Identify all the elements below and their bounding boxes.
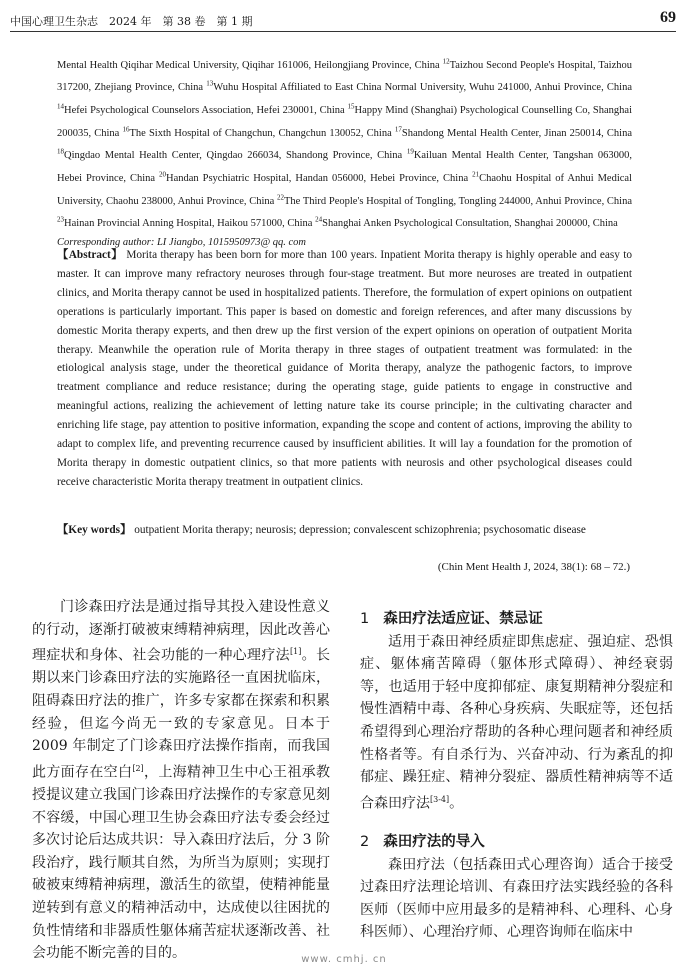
affiliation-text: Shanghai Anken Psychological Consultation, Shanghai 200000, China xyxy=(322,218,618,230)
right-column xyxy=(360,608,673,944)
affiliation-number: 12 xyxy=(442,57,450,65)
affiliation-number: 18 xyxy=(57,147,64,156)
affiliation-text: Happy Mind (Shanghai) Psychological Counselling Co, Shanghai 200035, China xyxy=(57,104,632,139)
ref-3-4: [3-4] xyxy=(430,794,450,804)
affiliation-number: 21 xyxy=(472,170,480,179)
affiliation-number: 23 xyxy=(57,215,64,224)
affiliation-text: The Sixth Hospital of Changchun, Changchun 130052, China xyxy=(129,127,395,139)
section-1-end: 。 xyxy=(449,795,464,812)
citation: (Chin Ment Health J, 2024, 38(1): 68 – 72.) xyxy=(437,561,630,573)
affiliation-text: Qingdao Mental Health Center, Qingdao 266034, Shandong Province, China xyxy=(64,150,407,162)
affiliation-number: 14 xyxy=(57,102,64,111)
affiliation-text: Hainan Provincial Anning Hospital, Haikou 571000, China xyxy=(64,218,316,230)
section-gap xyxy=(360,815,673,831)
page-number: 69 xyxy=(660,9,676,26)
affiliation-text: Mental Health Qiqihar Medical University, Qiqihar 161006, Heilongjiang Province, China xyxy=(57,59,443,71)
section-1-text: 适用于森田神经质症即焦虑症、强迫症、恐惧症、躯体痛苦障碍（躯体形式障碍）、神经衰弱等，也适用于轻中度抑郁症、康复期精神分裂症和慢性酒精中毒、各种心身疾病、失眠症等，还包括希望得到心理治疗帮助的各种心理问题者和神经质性格者等。有自杀行为、兴奋冲动、行为紊乱的抑郁症、躁狂症、精神分裂症、器质性精神病等不适合森田疗法 xyxy=(360,633,673,812)
abstract-text: Morita therapy has been born for more than 100 years. Inpatient Morita therapy is highly operable and easy to master. It can improve many refractory neuroses through four-stage treatment. But more neuroses are treated in outpatient clinics, and Morita therapy cannot be used in hospitalized patients. Therefore, the formulation of expert opinions on outpatient operations is particularly important. This paper is based on domestic and foreign references, and after many discussions by domestic Morita therapy experts, and then drew up the first version of the expert opinions on operation of outpatient Morita therapy. Meanwhile the operation rule of Morita therapy in three stages of outpatient treatment was formulated: in the etiological analysis stage, under the theoretical guidance of Morita therapy, analyze the pathogenic factors, to improve treatment compliance and reduce resistance; during the operating stage, guide patients to engage in constructive and meaningful actions, realizing the achievement of letting nature take its course principle; in the cultivating character and enriching life stage, pay attention to positive information, expanding the scope and content of actions, improving the ability to adapt to complex life, and preventing recurrence caused by insufficient abilities. It will lay a foundation for the promotion of Morita therapy in domestic outpatient clinics, so that more patients with neurosis and other psychological diseases could receive characteristic Morita therapy treatment in outpatient clinics. xyxy=(57,249,632,488)
affiliation-number: 24 xyxy=(315,215,323,224)
ref-2: [2] xyxy=(132,763,144,773)
affiliation-number: 15 xyxy=(347,102,355,111)
abstract-label: 【Abstract】 xyxy=(57,249,124,261)
journal-issue: 中国心理卫生杂志 2024 年 第 38 卷 第 1 期 xyxy=(10,15,253,28)
keywords-label: 【Key words】 xyxy=(57,524,132,536)
section-2-paragraph: 森田疗法（包括森田式心理咨询）适合于接受过森田疗法理论培训、有森田疗法实践经验的各科医师（医师中应用最多的是精神科、心理科、心身科医师）、心理治疗师、心理咨询师在临床中 xyxy=(360,856,673,941)
affiliations xyxy=(57,52,632,252)
affiliation-number: 20 xyxy=(158,170,166,179)
running-header xyxy=(10,8,676,30)
intro-text-b: 。长期以来门诊森田疗法的实施路径一直困扰临床，阻碍森田疗法的推广，许多专家都在探索和积累经验，但迄今尚无一致的专家意见。日本于 2009 年制定了门诊森田疗法操作指南，而我国此方面存在空白 xyxy=(32,647,331,781)
affiliation-text: Kailuan Mental Health Center, Tangshan 063000, Hebei Province, China xyxy=(57,150,632,185)
intro-text-c: ，上海精神卫生中心王祖承教授提议建立我国门诊森田疗法操作的专家意见刻不容缓，中国心理卫生协会森田疗法专委会经过多次讨论后达成共识：导入森田疗法后，分 3 阶段治疗，践行顺其自然，为所当为原则；实现打破被束缚精神病理，激活生的欲望，使精神能量逆转到有意义的精神活动中，达成使以往困扰的负性情绪和非器质性躯体痛苦症状逐渐改善、社会功能不断完善的目的。 xyxy=(32,764,331,962)
section-2-title: 森田疗法的导入 xyxy=(383,834,485,850)
affiliation-text: Wuhu Hospital Affiliated to East China Normal University, Wuhu 241000, Anhui Province, China xyxy=(213,82,632,94)
affiliation-number: 19 xyxy=(406,147,414,156)
affiliation-number: 16 xyxy=(122,125,130,134)
affiliation-number: 17 xyxy=(394,125,402,134)
section-1-number: 1 xyxy=(360,611,370,627)
ref-1: [1] xyxy=(290,647,302,657)
affiliation-text: Hefei Psychological Counselors Association, Hefei 230001, China xyxy=(64,104,348,116)
keywords-text: outpatient Morita therapy; neurosis; depression; convalescent schizophrenia; psychosomatic disease xyxy=(131,524,586,536)
affiliation-number: 13 xyxy=(206,79,214,88)
affiliation-number: 22 xyxy=(277,193,284,202)
section-1-heading xyxy=(360,608,673,631)
affiliation-text: Chaohu Hospital of Anhui Medical University, Chaohu 238000, Anhui Province, China xyxy=(57,173,632,207)
abstract xyxy=(57,246,632,492)
keywords xyxy=(57,521,632,540)
intro-text-a: 门诊森田疗法是通过指导其投入建设性意义的行动，逐渐打破被束缚精神病理，因此改善心理症状和身体、社会功能的一种心理疗法 xyxy=(32,599,330,664)
section-1-title: 森田疗法适应证、禁忌证 xyxy=(383,611,543,627)
section-2-heading xyxy=(360,831,673,854)
affiliation-text: The Third People's Hospital of Tongling, Tongling 244000, Anhui Province, China xyxy=(284,195,632,207)
affiliation-text: Shandong Mental Health Center, Jinan 250014, China xyxy=(401,127,632,139)
affiliation-list xyxy=(57,57,632,230)
section-2-number: 2 xyxy=(360,834,370,850)
intro-paragraph xyxy=(32,596,330,965)
corresponding-author: Corresponding author: LI Jiangbo, 1015950973@ qq. com xyxy=(57,236,307,248)
site-watermark: www. cmhj. cn xyxy=(301,954,387,965)
left-column xyxy=(32,596,330,965)
section-1-paragraph xyxy=(360,631,673,815)
header-rule xyxy=(10,31,676,32)
affiliation-text: Taizhou Second People's Hospital, Taizhou 317200, Zhejiang Province, China xyxy=(57,59,632,94)
affiliation-text: Handan Psychiatric Hospital, Handan 056000, Hebei Province, China xyxy=(165,173,473,185)
